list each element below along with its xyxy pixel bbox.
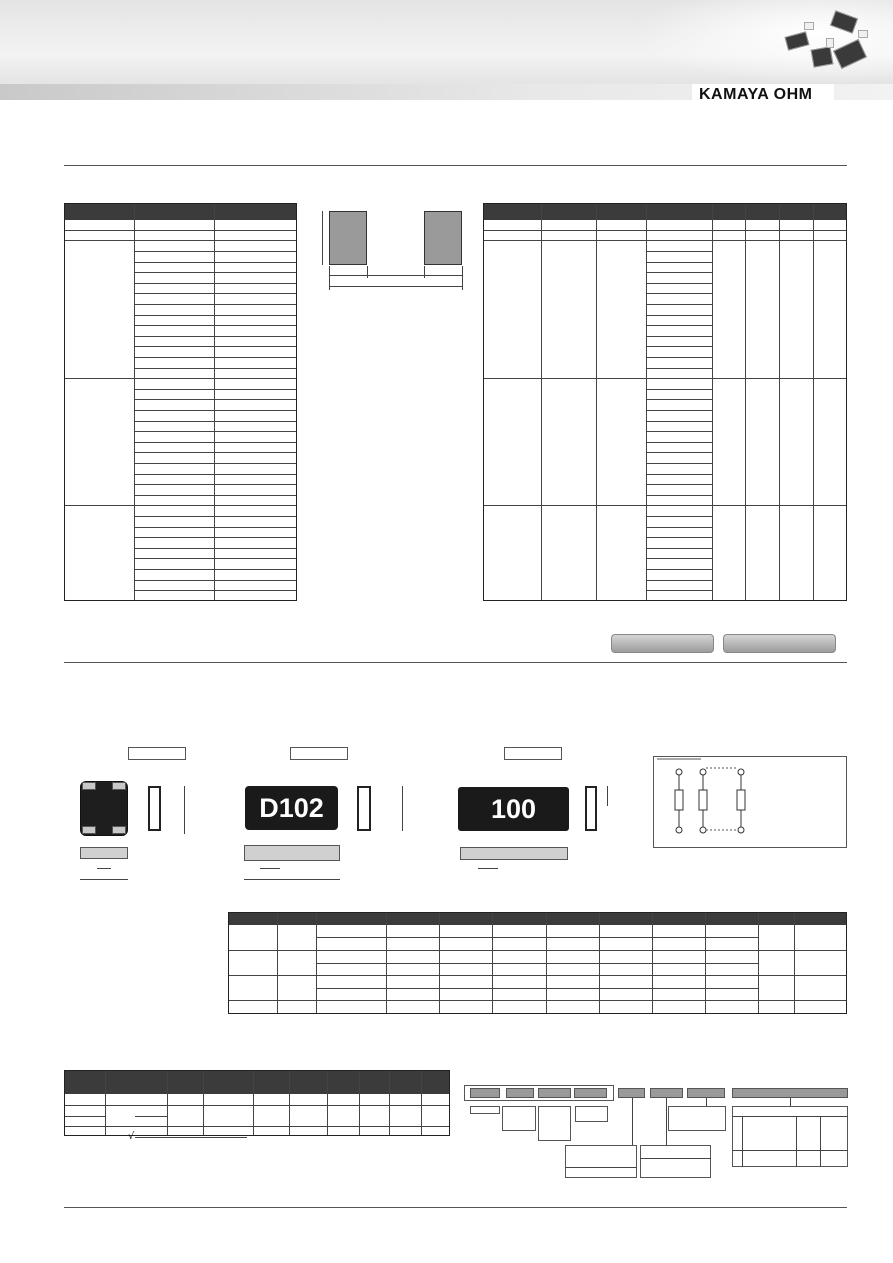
- row-divider: [134, 346, 296, 347]
- terminal-pad: [112, 782, 126, 790]
- dim-tick: [329, 266, 330, 290]
- dim-line: [402, 786, 403, 831]
- col-divider: [541, 204, 542, 600]
- dim-line: [260, 868, 280, 869]
- row-divider: [646, 336, 712, 337]
- formula-overline: [135, 1137, 247, 1138]
- row-divider: [134, 389, 296, 390]
- row-divider: [134, 421, 296, 422]
- side-view: [585, 786, 597, 831]
- row-divider: [646, 580, 712, 581]
- row-divider: [134, 272, 296, 273]
- pn-connector: [706, 1098, 707, 1106]
- drawing-label-box-1: [128, 747, 186, 760]
- row-divider: [134, 283, 296, 284]
- row-divider: [646, 474, 712, 475]
- pn-code-box: [506, 1088, 534, 1098]
- row-divider: [65, 240, 296, 241]
- pn-code-box: [538, 1088, 571, 1098]
- col-divider: [646, 204, 647, 600]
- dim-line: [97, 868, 111, 869]
- table-header-row: [484, 204, 846, 220]
- section-2-rule: [64, 662, 847, 663]
- row-divider: [646, 558, 712, 559]
- row-divider: [134, 410, 296, 411]
- row-divider: [646, 304, 712, 305]
- row-divider: [646, 590, 712, 591]
- pn-inner-line: [640, 1158, 711, 1159]
- pn-legend-box: [565, 1145, 637, 1178]
- dim-line: [244, 879, 340, 880]
- pn-legend-box: [470, 1106, 500, 1114]
- chip-photo-7: [826, 38, 834, 48]
- row-divider: [646, 378, 712, 379]
- row-divider: [646, 346, 712, 347]
- col-divider: [758, 913, 759, 1013]
- row-divider: [646, 357, 712, 358]
- row-divider: [646, 272, 712, 273]
- row-divider: [484, 240, 846, 241]
- dim-line-gap: [329, 275, 462, 276]
- row-divider: [646, 452, 712, 453]
- chip-electrode-left: [329, 211, 367, 265]
- pn-inner-line: [796, 1116, 797, 1167]
- row-divider: [134, 251, 296, 252]
- row-divider: [646, 251, 712, 252]
- row-divider: [646, 283, 712, 284]
- row-divider: [134, 495, 296, 496]
- row-divider: [134, 537, 296, 538]
- drawing-label-box-2: [290, 747, 348, 760]
- array-body-marked: 100: [458, 787, 569, 831]
- row-divider: [646, 325, 712, 326]
- row-divider: [316, 988, 758, 989]
- row-divider: [134, 452, 296, 453]
- row-divider: [134, 474, 296, 475]
- pn-inner-line: [565, 1167, 637, 1168]
- nav-button-right[interactable]: [723, 634, 836, 653]
- row-divider: [135, 1116, 167, 1117]
- col-divider: [779, 204, 780, 600]
- row-divider: [134, 516, 296, 517]
- row-divider: [316, 937, 758, 938]
- row-divider: [65, 230, 296, 231]
- dim-line: [80, 879, 128, 880]
- col-divider: [813, 204, 814, 600]
- terminal-pad: [112, 826, 126, 834]
- pn-legend-box: [640, 1145, 711, 1178]
- section-1-rule: [64, 165, 847, 166]
- resistance-table-left: [64, 203, 297, 601]
- pn-code-box: [618, 1088, 645, 1098]
- table-header-row: [65, 1071, 449, 1094]
- pn-inner-line: [732, 1150, 848, 1151]
- brand-logo: KAMAYA OHM: [699, 86, 813, 103]
- row-divider: [229, 975, 846, 976]
- pn-legend-box: [668, 1106, 726, 1131]
- dim-tick: [424, 266, 425, 278]
- circuit-resistor-2: [699, 769, 707, 833]
- row-divider: [229, 1000, 846, 1001]
- dim-line-height: [322, 211, 323, 265]
- dim-line: [607, 786, 608, 806]
- row-divider: [134, 315, 296, 316]
- pn-inner-line: [742, 1116, 743, 1167]
- col-divider: [134, 204, 135, 600]
- pn-code-box: [470, 1088, 500, 1098]
- dim-line-length: [329, 286, 462, 287]
- row-divider: [134, 357, 296, 358]
- row-divider: [646, 368, 712, 369]
- dim-line: [478, 868, 498, 869]
- row-divider: [646, 315, 712, 316]
- formula-radical: √: [128, 1131, 135, 1142]
- pn-code-box: [574, 1088, 607, 1098]
- ratings-table: [228, 912, 847, 1014]
- row-divider: [646, 442, 712, 443]
- array-body-marked: D102: [245, 786, 338, 830]
- pn-code-box: [687, 1088, 725, 1098]
- row-divider: [646, 537, 712, 538]
- row-divider: [134, 442, 296, 443]
- row-divider: [646, 293, 712, 294]
- pn-inner-line: [732, 1116, 848, 1117]
- row-divider: [65, 1105, 449, 1106]
- pn-legend-box: [538, 1106, 571, 1141]
- circuit-resistor-1: [675, 769, 683, 833]
- dim-tick: [367, 266, 368, 278]
- row-divider: [134, 325, 296, 326]
- col-divider: [214, 204, 215, 600]
- row-divider: [134, 505, 296, 506]
- row-divider: [134, 484, 296, 485]
- row-divider: [646, 505, 712, 506]
- row-divider: [134, 580, 296, 581]
- row-divider: [646, 389, 712, 390]
- row-divider: [134, 548, 296, 549]
- row-divider: [134, 378, 296, 379]
- bottom-view: [460, 847, 568, 860]
- resistance-table-right: [483, 203, 847, 601]
- col-divider: [277, 913, 278, 1013]
- col-divider: [712, 204, 713, 600]
- col-divider: [745, 204, 746, 600]
- row-divider: [134, 368, 296, 369]
- row-divider: [134, 399, 296, 400]
- side-view: [357, 786, 371, 831]
- row-divider: [646, 495, 712, 496]
- chip-photo-6: [858, 30, 868, 38]
- chip-photo-5: [804, 22, 814, 30]
- row-divider: [646, 548, 712, 549]
- row-divider: [646, 569, 712, 570]
- dim-line: [184, 786, 185, 834]
- row-divider: [65, 1116, 105, 1117]
- pn-legend-box: [502, 1106, 536, 1131]
- row-divider: [134, 304, 296, 305]
- col-divider: [596, 204, 597, 600]
- footer-rule: [64, 1207, 847, 1208]
- pn-inner-line: [820, 1116, 821, 1167]
- row-divider: [134, 262, 296, 263]
- nav-button-left[interactable]: [611, 634, 714, 653]
- pn-code-box: [732, 1088, 848, 1098]
- pn-legend-box: [575, 1106, 608, 1122]
- row-divider: [646, 463, 712, 464]
- table-header-row: [65, 204, 296, 220]
- drawing-label-box-3: [504, 747, 562, 760]
- pn-connector: [632, 1098, 633, 1145]
- pn-connector: [666, 1098, 667, 1145]
- row-divider: [484, 230, 846, 231]
- row-divider: [646, 262, 712, 263]
- side-view: [148, 786, 161, 831]
- row-divider: [646, 431, 712, 432]
- dim-tick: [462, 266, 463, 290]
- pn-code-box: [650, 1088, 683, 1098]
- row-divider: [134, 590, 296, 591]
- chip-electrode-right: [424, 211, 462, 265]
- row-divider: [646, 410, 712, 411]
- chip-photo-3: [811, 46, 834, 67]
- terminal-pad: [82, 782, 96, 790]
- bottom-view: [80, 847, 128, 859]
- circuit-resistor-3: [737, 769, 745, 833]
- row-divider: [646, 527, 712, 528]
- row-divider: [646, 399, 712, 400]
- row-divider: [646, 421, 712, 422]
- row-divider: [134, 527, 296, 528]
- row-divider: [646, 484, 712, 485]
- row-divider: [65, 1126, 449, 1127]
- terminal-pad: [82, 826, 96, 834]
- row-divider: [134, 431, 296, 432]
- row-divider: [134, 558, 296, 559]
- circuit-diagram: [653, 756, 847, 848]
- row-divider: [316, 963, 758, 964]
- row-divider: [134, 336, 296, 337]
- row-divider: [229, 950, 846, 951]
- row-divider: [134, 463, 296, 464]
- row-divider: [646, 516, 712, 517]
- row-divider: [134, 569, 296, 570]
- col-divider: [794, 913, 795, 1013]
- table-header-row: [229, 913, 846, 925]
- dimension-table: [64, 1070, 450, 1136]
- pn-connector: [790, 1098, 791, 1106]
- bottom-view: [244, 845, 340, 861]
- row-divider: [134, 293, 296, 294]
